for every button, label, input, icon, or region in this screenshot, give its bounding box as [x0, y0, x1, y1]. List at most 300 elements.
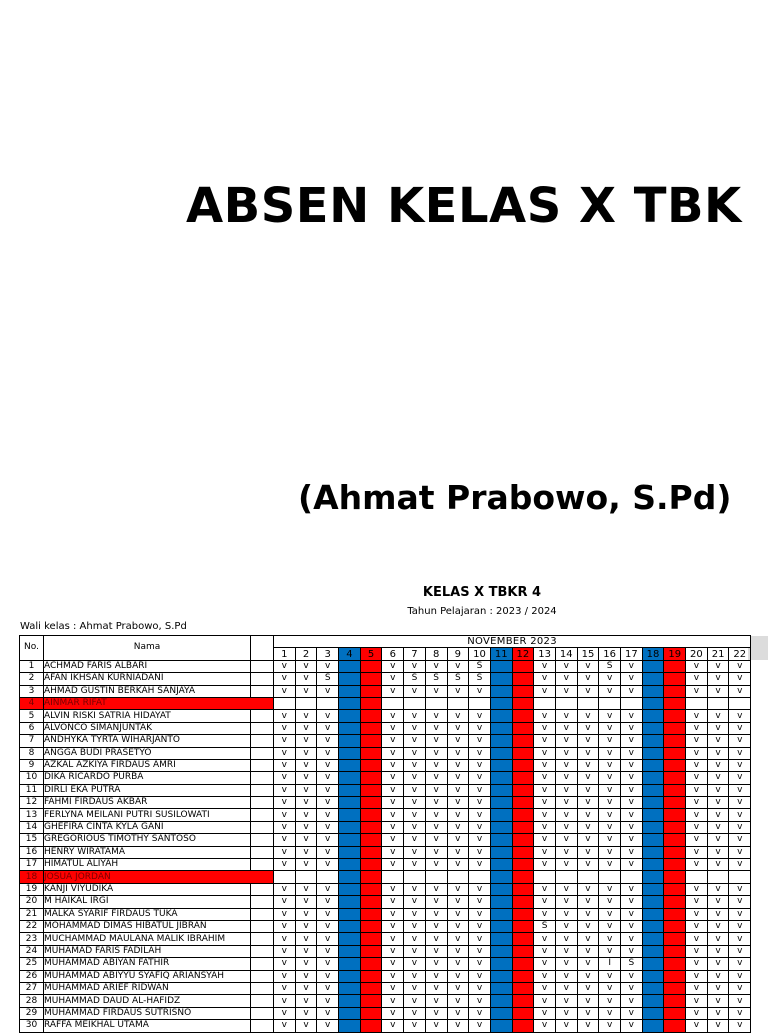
attendance-cell: v — [382, 722, 404, 734]
student-name: RAFFA MEIKHAL UTAMA — [44, 1020, 251, 1032]
attendance-cell — [339, 982, 361, 994]
attendance-cell — [664, 660, 686, 672]
student-name: ACHMAD FARIS ALBARI — [44, 660, 251, 672]
attendance-table — [19, 635, 751, 1033]
attendance-cell: v — [274, 685, 296, 697]
attendance-cell: v — [534, 883, 556, 895]
attendance-cell: v — [534, 784, 556, 796]
student-row — [20, 970, 751, 982]
attendance-cell: v — [295, 747, 317, 759]
attendance-cell: v — [404, 995, 426, 1007]
attendance-cell — [490, 896, 512, 908]
attendance-cell: v — [686, 1020, 708, 1032]
student-row — [20, 834, 751, 846]
attendance-cell: v — [425, 685, 447, 697]
attendance-cell: v — [707, 797, 729, 809]
student-name: M HAIKAL IRGI — [44, 896, 251, 908]
student-number: 1 — [20, 660, 44, 672]
attendance-cell: v — [729, 995, 751, 1007]
attendance-cell: v — [404, 797, 426, 809]
attendance-cell: v — [447, 685, 469, 697]
student-name: FAHMI FIRDAUS AKBAR — [44, 797, 251, 809]
attendance-cell: v — [295, 896, 317, 908]
attendance-cell — [707, 871, 729, 883]
attendance-cell: v — [599, 747, 621, 759]
attendance-cell: v — [295, 821, 317, 833]
attendance-cell: v — [686, 859, 708, 871]
attendance-cell: v — [317, 908, 339, 920]
attendance-cell — [339, 660, 361, 672]
attendance-cell — [512, 722, 534, 734]
attendance-cell: v — [534, 958, 556, 970]
attendance-cell — [512, 697, 534, 709]
attendance-cell — [555, 871, 577, 883]
student-name: MUCHAMMAD MAULANA MALIK IBRAHIM — [44, 933, 251, 945]
attendance-cell: v — [534, 660, 556, 672]
attendance-cell: v — [577, 784, 599, 796]
attendance-cell — [664, 772, 686, 784]
student-name: AFAN IKHSAN KURNIADANI — [44, 673, 251, 685]
attendance-cell: v — [382, 896, 404, 908]
day-header: 13 — [534, 648, 556, 660]
student-name: FERLYNA MEILANI PUTRI SUSILOWATI — [44, 809, 251, 821]
attendance-cell: v — [577, 673, 599, 685]
attendance-cell: v — [534, 970, 556, 982]
attendance-cell: v — [274, 958, 296, 970]
attendance-cell: v — [577, 896, 599, 908]
attendance-cell: v — [382, 735, 404, 747]
attendance-cell: v — [555, 747, 577, 759]
attendance-cell — [339, 821, 361, 833]
attendance-cell: v — [317, 747, 339, 759]
attendance-cell: v — [599, 809, 621, 821]
attendance-cell — [490, 920, 512, 932]
attendance-cell: v — [382, 846, 404, 858]
attendance-cell: v — [577, 747, 599, 759]
attendance-cell: v — [382, 995, 404, 1007]
attendance-cell: v — [317, 1007, 339, 1019]
attendance-cell — [360, 933, 382, 945]
attendance-cell: v — [295, 883, 317, 895]
student-row — [20, 759, 751, 771]
attendance-cell: v — [729, 908, 751, 920]
attendance-cell: v — [686, 982, 708, 994]
attendance-cell: v — [534, 982, 556, 994]
attendance-cell: v — [686, 920, 708, 932]
attendance-cell — [317, 697, 339, 709]
attendance-cell: v — [686, 945, 708, 957]
attendance-cell: v — [447, 797, 469, 809]
attendance-cell — [642, 920, 664, 932]
attendance-cell — [729, 871, 751, 883]
spacer-cell — [251, 735, 274, 747]
spacer-cell — [251, 834, 274, 846]
attendance-cell — [664, 871, 686, 883]
attendance-cell — [490, 859, 512, 871]
attendance-cell: v — [469, 908, 491, 920]
attendance-cell: v — [404, 883, 426, 895]
attendance-cell: v — [404, 722, 426, 734]
attendance-cell — [360, 908, 382, 920]
attendance-cell — [490, 958, 512, 970]
attendance-cell: v — [555, 759, 577, 771]
spacer-cell — [251, 710, 274, 722]
attendance-cell: v — [447, 660, 469, 672]
attendance-cell — [642, 685, 664, 697]
attendance-cell: v — [274, 982, 296, 994]
attendance-cell: v — [534, 722, 556, 734]
attendance-cell: v — [469, 920, 491, 932]
student-name: DIRLI EKA PUTRA — [44, 784, 251, 796]
attendance-cell: v — [469, 846, 491, 858]
attendance-cell: v — [599, 834, 621, 846]
student-row — [20, 933, 751, 945]
attendance-cell — [642, 1020, 664, 1032]
attendance-cell: v — [404, 933, 426, 945]
attendance-cell: v — [621, 920, 643, 932]
attendance-cell: v — [469, 821, 491, 833]
attendance-cell: v — [295, 846, 317, 858]
attendance-cell: v — [295, 958, 317, 970]
attendance-cell — [490, 660, 512, 672]
attendance-cell: v — [555, 920, 577, 932]
attendance-cell: v — [469, 797, 491, 809]
attendance-cell: v — [295, 797, 317, 809]
attendance-cell: v — [274, 809, 296, 821]
attendance-cell: v — [707, 859, 729, 871]
attendance-cell — [512, 859, 534, 871]
attendance-cell: v — [425, 797, 447, 809]
attendance-cell: v — [555, 958, 577, 970]
attendance-cell — [621, 697, 643, 709]
attendance-cell — [664, 846, 686, 858]
attendance-cell: v — [729, 710, 751, 722]
attendance-cell: v — [404, 834, 426, 846]
student-row — [20, 958, 751, 970]
attendance-cell: v — [425, 821, 447, 833]
attendance-cell: v — [599, 896, 621, 908]
attendance-cell — [404, 871, 426, 883]
attendance-cell — [534, 871, 556, 883]
attendance-cell — [360, 747, 382, 759]
attendance-cell: v — [317, 710, 339, 722]
student-name: GHEFIRA CINTA KYLA GANI — [44, 821, 251, 833]
spacer-cell — [251, 660, 274, 672]
attendance-cell: v — [555, 859, 577, 871]
spacer-cell — [251, 722, 274, 734]
attendance-cell: v — [729, 747, 751, 759]
attendance-cell — [490, 945, 512, 957]
attendance-cell — [360, 945, 382, 957]
attendance-cell: v — [686, 710, 708, 722]
attendance-cell: S — [469, 673, 491, 685]
attendance-cell: v — [274, 710, 296, 722]
attendance-cell: v — [447, 945, 469, 957]
attendance-cell — [339, 673, 361, 685]
attendance-cell: v — [382, 784, 404, 796]
attendance-cell — [512, 685, 534, 697]
student-number: 23 — [20, 933, 44, 945]
attendance-cell: v — [686, 772, 708, 784]
attendance-cell: v — [382, 945, 404, 957]
column-header-no: No. — [20, 636, 44, 661]
attendance-cell: v — [729, 883, 751, 895]
attendance-cell: v — [295, 970, 317, 982]
attendance-cell: v — [317, 797, 339, 809]
attendance-cell — [664, 970, 686, 982]
attendance-cell: v — [447, 772, 469, 784]
attendance-cell: v — [447, 846, 469, 858]
attendance-cell: v — [534, 821, 556, 833]
attendance-cell — [360, 735, 382, 747]
student-row — [20, 710, 751, 722]
student-number: 14 — [20, 821, 44, 833]
attendance-cell — [512, 735, 534, 747]
attendance-cell — [339, 834, 361, 846]
day-header: 1 — [274, 648, 296, 660]
attendance-cell — [512, 784, 534, 796]
student-row — [20, 722, 751, 734]
attendance-cell: v — [686, 908, 708, 920]
attendance-cell: S — [621, 958, 643, 970]
attendance-cell — [729, 697, 751, 709]
student-number: 12 — [20, 797, 44, 809]
attendance-cell: v — [577, 772, 599, 784]
attendance-cell: v — [555, 809, 577, 821]
attendance-cell: v — [404, 970, 426, 982]
attendance-cell — [490, 809, 512, 821]
attendance-cell — [360, 809, 382, 821]
attendance-cell — [490, 1007, 512, 1019]
attendance-cell: v — [317, 995, 339, 1007]
attendance-cell: v — [707, 920, 729, 932]
attendance-cell: v — [404, 772, 426, 784]
attendance-cell — [490, 697, 512, 709]
attendance-cell: v — [534, 797, 556, 809]
attendance-cell: v — [599, 933, 621, 945]
student-number: 6 — [20, 722, 44, 734]
student-name: GREGORIOUS TIMOTHY SANTOSO — [44, 834, 251, 846]
attendance-cell: v — [577, 920, 599, 932]
column-header-spacer — [251, 636, 274, 661]
attendance-cell: v — [382, 883, 404, 895]
attendance-cell — [447, 871, 469, 883]
attendance-cell: v — [729, 759, 751, 771]
slide-title: ABSEN KELAS X TBK — [186, 178, 742, 234]
student-number: 3 — [20, 685, 44, 697]
attendance-cell: v — [599, 945, 621, 957]
student-name: ANGGA BUDI PRASETYO — [44, 747, 251, 759]
attendance-cell — [577, 871, 599, 883]
attendance-cell: v — [621, 747, 643, 759]
attendance-cell: v — [425, 933, 447, 945]
attendance-cell — [512, 1007, 534, 1019]
attendance-cell: v — [555, 995, 577, 1007]
attendance-cell — [664, 883, 686, 895]
attendance-cell — [360, 1020, 382, 1032]
attendance-cell: v — [382, 809, 404, 821]
student-name: MUHAMMAD ABIYYU SYAFIQ ARIANSYAH — [44, 970, 251, 982]
attendance-cell — [339, 871, 361, 883]
attendance-cell: v — [729, 809, 751, 821]
attendance-cell — [382, 871, 404, 883]
student-number: 10 — [20, 772, 44, 784]
attendance-cell — [512, 871, 534, 883]
attendance-cell: v — [295, 710, 317, 722]
attendance-cell: v — [707, 1020, 729, 1032]
attendance-cell: v — [317, 1020, 339, 1032]
attendance-cell: v — [686, 797, 708, 809]
spacer-cell — [251, 772, 274, 784]
spacer-cell — [251, 747, 274, 759]
attendance-cell: v — [404, 846, 426, 858]
attendance-cell: v — [729, 1007, 751, 1019]
attendance-cell: S — [469, 660, 491, 672]
student-name: AHMAD GUSTIN BERKAH SANJAYA — [44, 685, 251, 697]
attendance-cell — [512, 920, 534, 932]
attendance-cell: v — [534, 685, 556, 697]
student-number: 11 — [20, 784, 44, 796]
day-header: 10 — [469, 648, 491, 660]
attendance-cell: v — [447, 710, 469, 722]
attendance-cell: v — [382, 982, 404, 994]
attendance-cell — [512, 673, 534, 685]
attendance-cell: v — [274, 1020, 296, 1032]
attendance-cell: v — [729, 933, 751, 945]
attendance-cell — [686, 871, 708, 883]
attendance-cell — [577, 697, 599, 709]
attendance-cell — [642, 797, 664, 809]
student-number: 22 — [20, 920, 44, 932]
day-header: 19 — [664, 648, 686, 660]
student-number: 21 — [20, 908, 44, 920]
attendance-cell: v — [534, 834, 556, 846]
attendance-cell: v — [274, 797, 296, 809]
attendance-cell: v — [707, 982, 729, 994]
student-name: ALVIN RISKI SATRIA HIDAYAT — [44, 710, 251, 722]
attendance-cell: v — [686, 896, 708, 908]
sheet-title: KELAS X TBKR 4 — [422, 585, 542, 600]
attendance-cell — [512, 747, 534, 759]
attendance-cell — [490, 995, 512, 1007]
student-number: 9 — [20, 759, 44, 771]
attendance-cell: v — [469, 958, 491, 970]
attendance-cell — [664, 958, 686, 970]
attendance-cell: v — [707, 784, 729, 796]
attendance-cell — [490, 685, 512, 697]
attendance-cell: v — [621, 945, 643, 957]
attendance-cell: v — [707, 821, 729, 833]
attendance-cell — [490, 710, 512, 722]
attendance-cell — [490, 797, 512, 809]
attendance-cell: v — [621, 883, 643, 895]
attendance-cell — [664, 784, 686, 796]
spacer-cell — [251, 759, 274, 771]
attendance-cell: v — [555, 772, 577, 784]
attendance-cell — [686, 697, 708, 709]
spacer-cell — [251, 673, 274, 685]
attendance-cell: v — [447, 809, 469, 821]
attendance-cell: v — [534, 933, 556, 945]
attendance-cell — [642, 772, 664, 784]
attendance-cell — [317, 871, 339, 883]
attendance-cell: v — [534, 896, 556, 908]
attendance-cell — [664, 747, 686, 759]
student-number: 18 — [20, 871, 44, 883]
attendance-cell: v — [729, 673, 751, 685]
attendance-cell — [360, 821, 382, 833]
student-row — [20, 747, 751, 759]
day-header: 12 — [512, 648, 534, 660]
student-number: 5 — [20, 710, 44, 722]
column-header-name: Nama — [44, 636, 251, 661]
attendance-cell: v — [577, 883, 599, 895]
day-header: 15 — [577, 648, 599, 660]
attendance-cell — [339, 920, 361, 932]
student-number: 25 — [20, 958, 44, 970]
attendance-cell: v — [317, 958, 339, 970]
attendance-cell — [512, 896, 534, 908]
student-row — [20, 784, 751, 796]
attendance-cell: v — [729, 685, 751, 697]
attendance-cell: v — [404, 809, 426, 821]
attendance-cell: v — [317, 933, 339, 945]
attendance-cell — [490, 883, 512, 895]
attendance-cell: v — [317, 834, 339, 846]
attendance-cell: v — [295, 772, 317, 784]
attendance-cell: v — [404, 685, 426, 697]
attendance-cell: v — [425, 920, 447, 932]
attendance-cell: v — [447, 933, 469, 945]
attendance-cell: v — [686, 970, 708, 982]
attendance-cell — [664, 1020, 686, 1032]
student-number: 29 — [20, 1007, 44, 1019]
attendance-cell — [664, 809, 686, 821]
spacer-cell — [251, 896, 274, 908]
attendance-cell: v — [686, 809, 708, 821]
day-header: 14 — [555, 648, 577, 660]
attendance-cell: v — [599, 735, 621, 747]
attendance-cell: v — [729, 660, 751, 672]
attendance-cell: v — [621, 784, 643, 796]
attendance-cell: v — [317, 945, 339, 957]
attendance-cell — [512, 995, 534, 1007]
day-header: 20 — [686, 648, 708, 660]
attendance-cell: v — [686, 1007, 708, 1019]
attendance-cell: v — [686, 883, 708, 895]
attendance-cell: v — [707, 673, 729, 685]
attendance-cell: v — [729, 797, 751, 809]
attendance-cell: v — [382, 1007, 404, 1019]
attendance-cell: S — [534, 920, 556, 932]
attendance-cell: v — [295, 722, 317, 734]
attendance-cell: v — [447, 722, 469, 734]
attendance-cell — [599, 871, 621, 883]
attendance-cell — [642, 933, 664, 945]
attendance-cell: v — [274, 784, 296, 796]
attendance-cell — [295, 697, 317, 709]
student-number: 13 — [20, 809, 44, 821]
attendance-cell: v — [621, 908, 643, 920]
attendance-cell: v — [621, 809, 643, 821]
student-row — [20, 908, 751, 920]
attendance-cell: v — [707, 945, 729, 957]
spacer-cell — [251, 797, 274, 809]
attendance-cell — [360, 797, 382, 809]
attendance-cell: v — [729, 1020, 751, 1032]
attendance-cell: v — [686, 759, 708, 771]
attendance-cell: v — [317, 846, 339, 858]
